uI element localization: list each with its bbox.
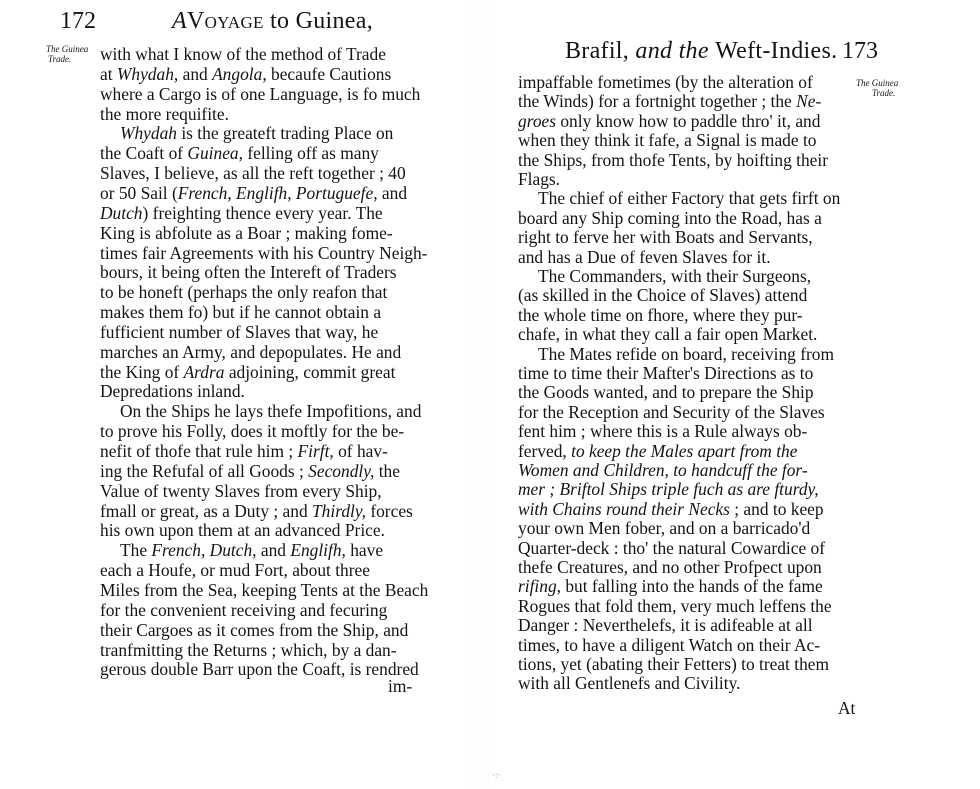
left-text-line: to prove his Folly, does it moftly for the be- [100,421,405,442]
right-side-note-line-1: The Guinea [856,78,899,88]
left-text-line: nefit of thofe that rule him ; Firft, of hav- [100,441,388,461]
right-text-line: when they think it fafe, a Signal is made to [518,130,817,151]
left-text-line: to be honeft (perhaps the only reafon that [100,282,388,303]
right-text-line: Danger : Neverthelefs, it is adifeable at all [518,615,813,636]
right-running-head [565,38,837,65]
right-text-line: time to time their Mafter's Directions as to [518,363,814,383]
left-running-head-initial: A [172,8,187,34]
left-text-line: fmall or great, as a Duty ; and Thirdly, forces [100,500,413,521]
right-running-head-italic: and the [629,38,716,64]
right-text-line: tions, yet (abating their Fetters) to treat them [518,654,830,674]
right-text-line: your own Men fober, and on a barricado'd [518,518,811,539]
left-folio: 172 [60,8,96,34]
right-text-line: Women and Children, to handcuff the for- [518,460,808,480]
left-text-line: Depredations inland. [100,381,245,402]
left-text-line: bours, it being often the Intereft of Traders [100,262,397,283]
left-text-line: for the convenient receiving and fecuring [100,599,388,620]
left-text-line: Dutch) freighting thence every year. The [100,202,383,223]
right-text-line: with all Gentlenefs and Civility. [518,673,741,694]
left-running-head-rest: to Guinea, [263,8,373,34]
right-text-line: chafe, in what they call a fair open Market. [518,324,818,345]
right-text-line: the whole time on fhore, where they pur- [518,304,803,325]
right-text-line: impaffable fometimes (by the alteration of [518,72,813,92]
right-text-line: with Chains round their Necks ; and to keep [518,498,824,519]
right-text-line: rifing, but falling into the hands of the fame [518,576,823,597]
right-text-line: The Mates refide on board, receiving from [538,343,835,364]
right-text-line: times, to have a diligent Watch on their Ac- [518,634,821,655]
right-catchword: At [838,698,856,718]
left-text-line: or 50 Sail (French, Englifh, Portuguefe, and [100,182,408,203]
left-text-line: the more requifite. [100,103,229,124]
left-text-line: On the Ships he lays thefe Impofitions, and [120,401,422,422]
right-text-line: mer ; Briftol Ships triple fuch as are fturdy, [518,479,819,500]
left-text-line: fufficient number of Slaves that way, he [100,321,379,342]
right-text-line: (as skilled in the Choice of Slaves) attend [518,285,808,306]
right-side-note-line-2: Trade. [872,88,896,98]
page-mark: ·:· [492,770,501,780]
right-text-line: ferved, to keep the Males apart from the [518,440,798,461]
right-side-note [856,78,898,98]
left-text-line: gerous double Barr upon the Coaft, is rendred [100,659,419,680]
left-page [0,0,470,789]
left-side-note-line-2: Trade. [48,54,72,64]
left-text-line: at Whydah, and Angola, becaufe Cautions [100,63,392,84]
right-text-line: the Goods wanted, and to prepare the Ship [518,382,814,403]
left-text-line: Value of twenty Slaves from every Ship, [100,480,382,501]
right-text-line: the Winds) for a fortnight together ; the Ne- [518,91,822,112]
right-text-line: fent him ; where this is a Rule always ob- [518,421,808,442]
left-running-head-smallcaps: Voyage [186,8,264,34]
right-text-line: and has a Due of feven Slaves for it. [518,246,771,267]
left-text-line: King is abfolute as a Boar ; making fome- [100,222,393,243]
left-text-line: with what I know of the method of Trade [100,44,386,64]
right-text-line: the Ships, from thofe Tents, by hoifting their [518,149,829,170]
left-text-line: The French, Dutch, and Englifh, have [120,540,384,561]
left-text-line: Whydah is the greateft trading Place on [120,123,394,144]
left-text-line: the King of Ardra adjoining, commit great [100,361,396,382]
left-text-line: their Cargoes as it comes from the Ship, and [100,619,409,640]
left-text-line: marches an Army, and depopulates. He and [100,341,402,362]
right-text-line: right to ferve her with Boats and Servants, [518,227,813,248]
left-text-line: ing the Refufal of all Goods ; Secondly, the [100,460,400,481]
left-side-note-line-1: The Guinea [46,44,89,54]
left-text-line: each a Houfe, or mud Fort, about three [100,560,370,581]
right-running-head-roman: Brafil, [565,38,630,64]
right-text-line: thefe Creatures, and no other Profpect upon [518,557,822,577]
left-text-line: times fair Agreements with his Country Neigh- [100,242,428,263]
left-text-line: his own upon them at an advanced Price. [100,520,385,541]
right-text-line: Quarter-deck : tho' the natural Cowardice of [518,537,825,558]
right-text-line: for the Reception and Security of the Slaves [518,401,825,422]
right-text-line: The Commanders, with their Surgeons, [538,266,812,286]
left-running-head [172,8,373,35]
left-text-line: Miles from the Sea, keeping Tents at the Beach [100,579,429,600]
left-catchword: im- [388,676,413,696]
left-side-note [46,44,88,64]
right-running-head-roman2: Weft-Indies. [715,38,838,64]
gutter [470,0,490,789]
right-text-line: Rogues that fold them, very much leffens the [518,595,832,616]
right-text-line: The chief of either Factory that gets firft on [538,188,841,209]
left-text-line: tranfmitting the Returns ; which, by a dan- [100,639,397,660]
left-text-line: makes them fo) but if he cannot obtain a [100,302,382,323]
right-folio: 173 [842,38,878,64]
right-text-line: groes only know how to paddle thro' it, and [518,110,821,131]
right-text-line: board any Ship coming into the Road, has a [518,207,822,228]
left-text-line: where a Cargo is of one Language, is fo much [100,83,421,104]
left-text-line: Slaves, I believe, as all the reft together ; 40 [100,163,406,184]
left-text-line: the Coaft of Guinea, felling off as many [100,143,379,164]
right-page [490,0,980,789]
right-text-line: Flags. [518,169,561,189]
